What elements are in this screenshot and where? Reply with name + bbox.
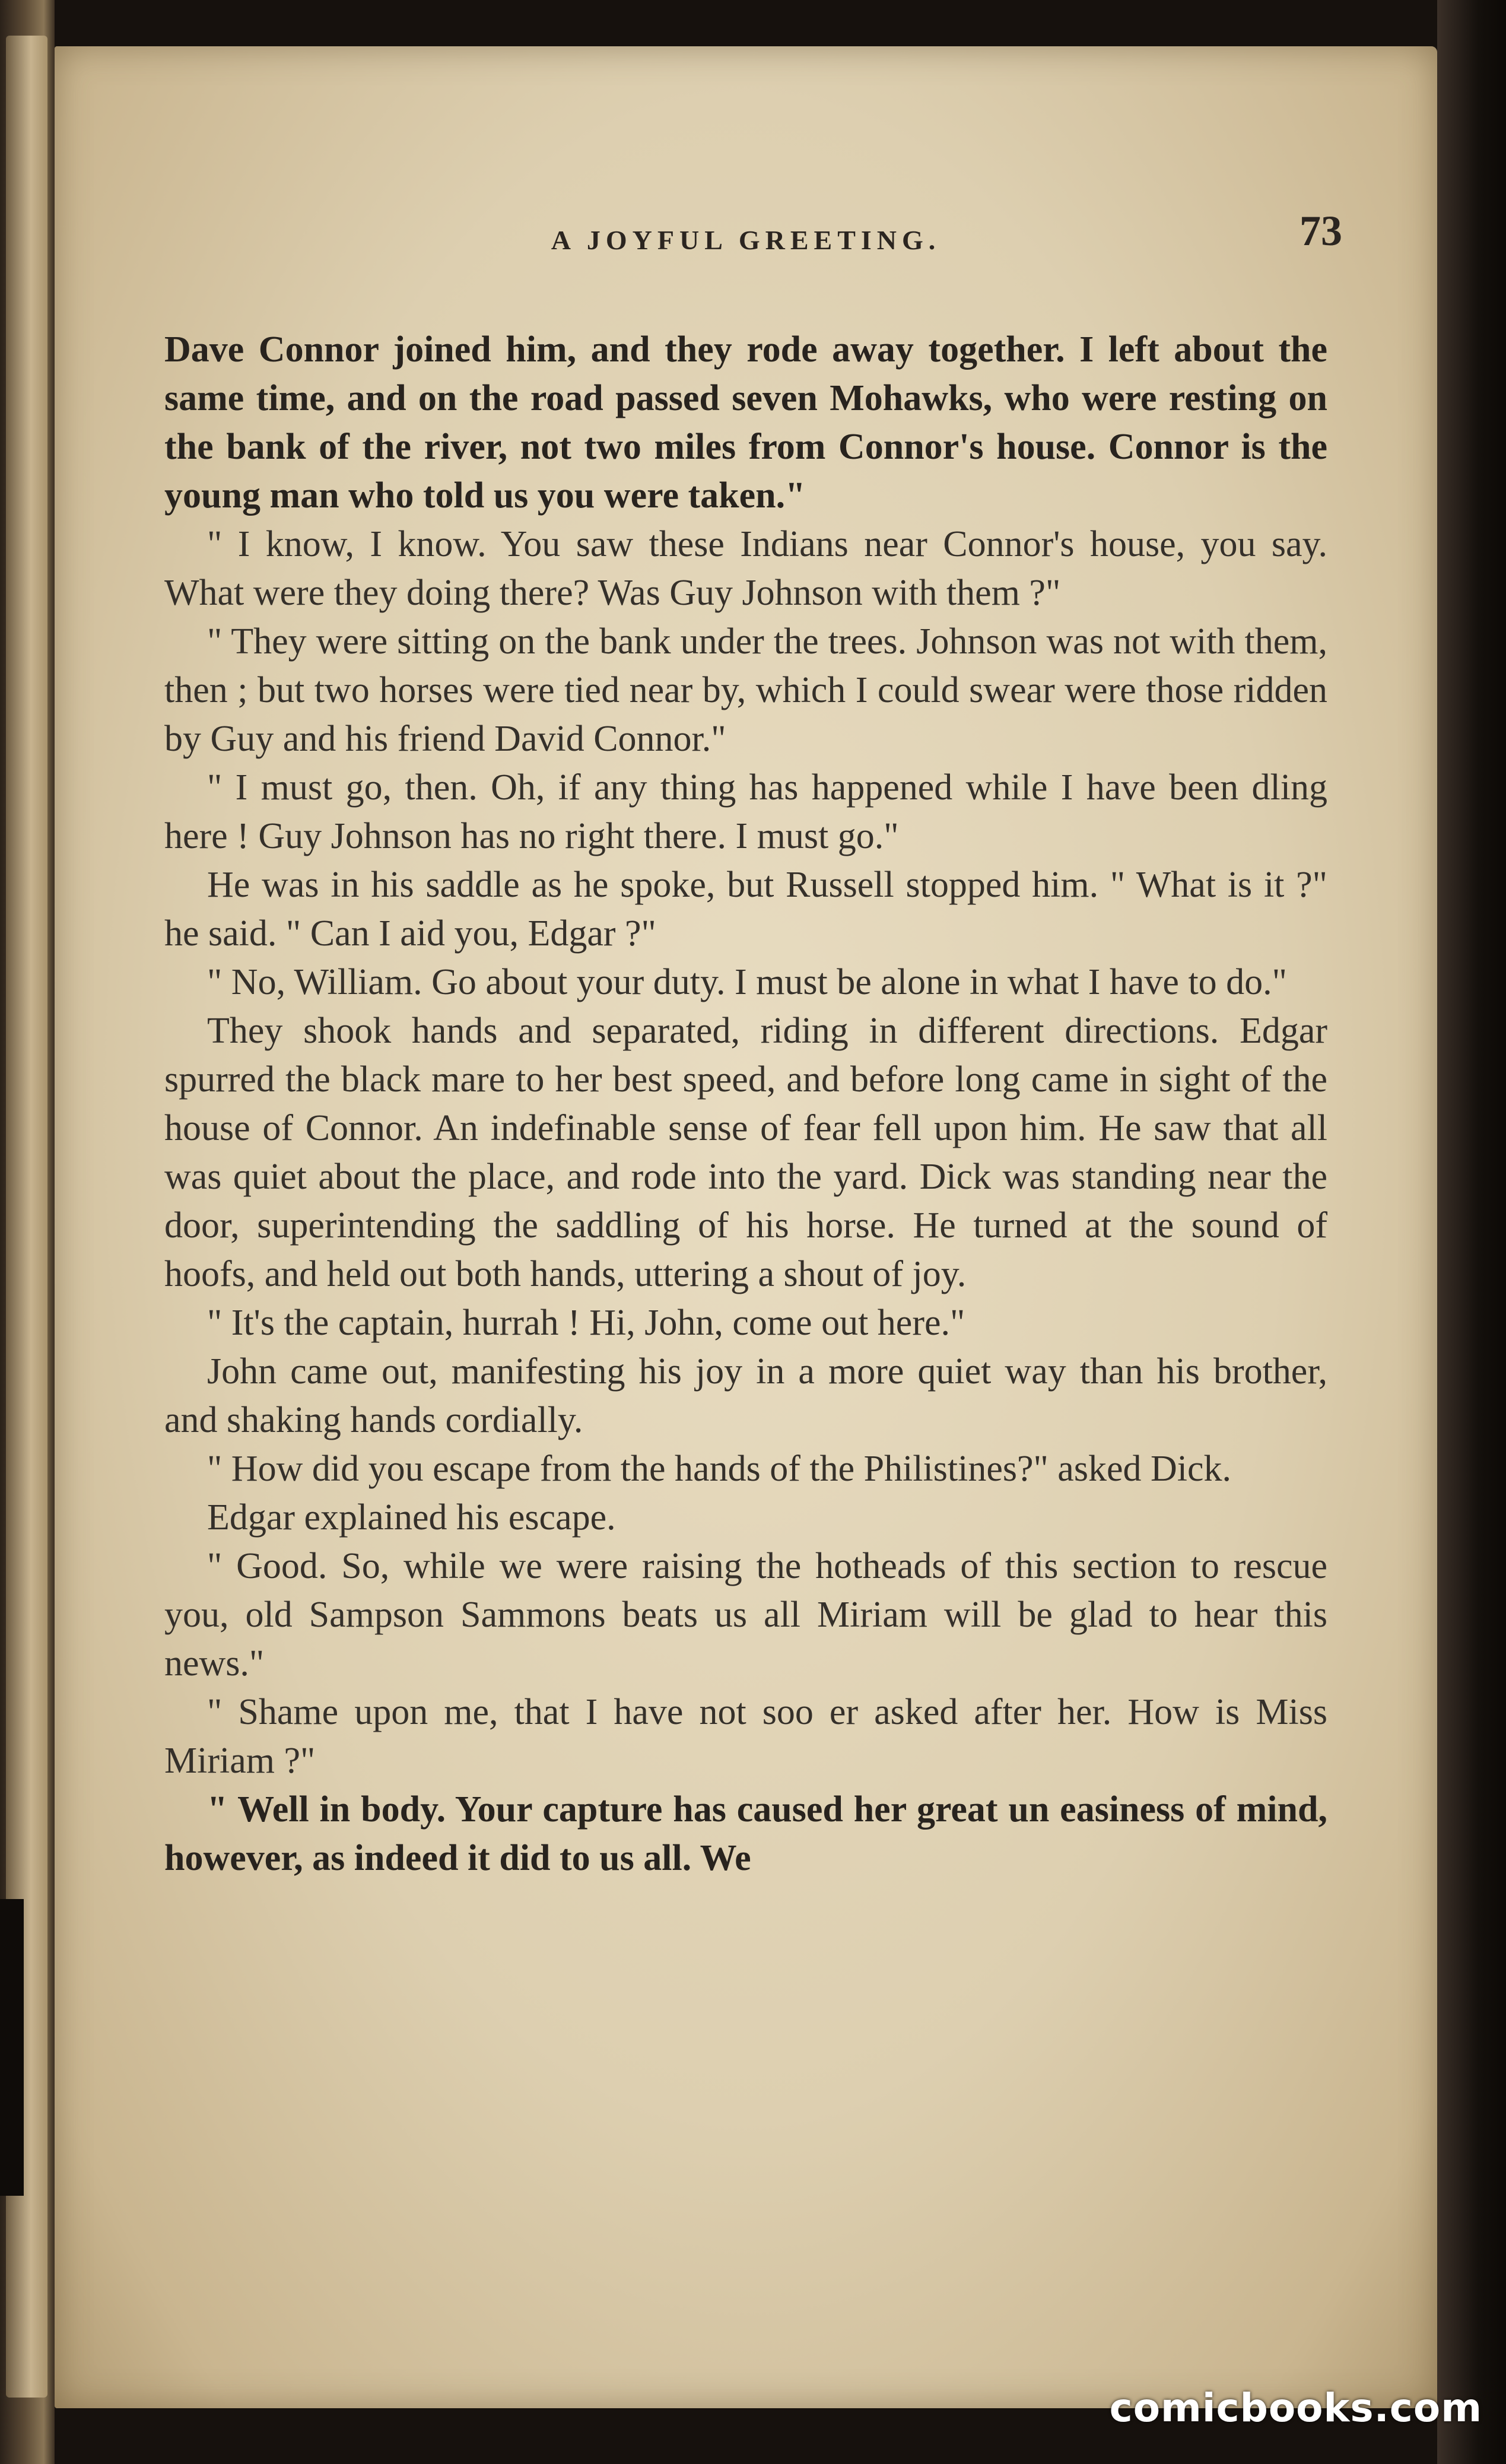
running-title: A JOYFUL GREETING. (551, 225, 941, 255)
paragraph: Edgar explained his escape. (207, 1497, 616, 1538)
paragraph: " No, William. Go about your duty. I must be alone in what I have to do." (207, 962, 1287, 1002)
body-text (164, 325, 1327, 1882)
book-page (55, 46, 1437, 2408)
paragraph: " Good. So, while we were raising the hotheads of this section to rescue you, old Sampson Sammons beats us all Miriam will be glad to hear this news." (164, 1546, 1327, 1684)
paragraph: Dave Connor joined him, and they rode away together. I left about the same time, and on the road passed seven Mohawks, who were resting on the bank of the river, not two miles from Connor's house. Connor is the young man who told us you were taken." (164, 329, 1327, 516)
paragraph: They shook hands and separated, riding in different directions. Edgar spurred the black mare to her best speed, and before long came in sight of the house of Connor. An indefinable sense of fear fell upon him. He saw that all was quiet about the place, and rode into the yard. Dick was standing near the door, superintending the saddling of his horse. He turned at the sound of hoofs, and held out both hands, uttering a shout of joy. (164, 1011, 1327, 1294)
paragraph: " They were sitting on the bank under the trees. Johnson was not with them, then ; but two horses were tied near by, which I could swear were those ridden by Guy and his friend David Connor." (164, 621, 1327, 759)
paragraph: " I know, I know. You saw these Indians near Connor's house, you say. What were they doing there? Was Guy Johnson with them ?" (164, 524, 1327, 613)
page-number: 73 (1300, 207, 1342, 255)
running-head (55, 207, 1437, 272)
watermark-text: comicbooks.com (1109, 2385, 1482, 2431)
binding-shadow (0, 1899, 24, 2196)
paragraph: " It's the captain, hurrah ! Hi, John, come out here." (207, 1303, 965, 1343)
paragraph: He was in his saddle as he spoke, but Russell stopped him. " What is it ?" he said. " Can I aid you, Edgar ?" (164, 865, 1327, 954)
paragraph: " Well in body. Your capture has caused her great un easiness of mind, however, as indeed it did to us all. We (164, 1789, 1327, 1878)
paragraph: John came out, manifesting his joy in a more quiet way than his brother, and shaking hands cordially. (164, 1351, 1327, 1440)
paragraph: " I must go, then. Oh, if any thing has happened while I have been dling here ! Guy Johnson has no right there. I must go." (164, 767, 1327, 856)
paragraph: " Shame upon me, that I have not soo er asked after her. How is Miss Miriam ?" (164, 1692, 1327, 1781)
scanner-shadow-edge (1437, 0, 1506, 2464)
paragraph: " How did you escape from the hands of the Philistines?" asked Dick. (207, 1449, 1231, 1489)
